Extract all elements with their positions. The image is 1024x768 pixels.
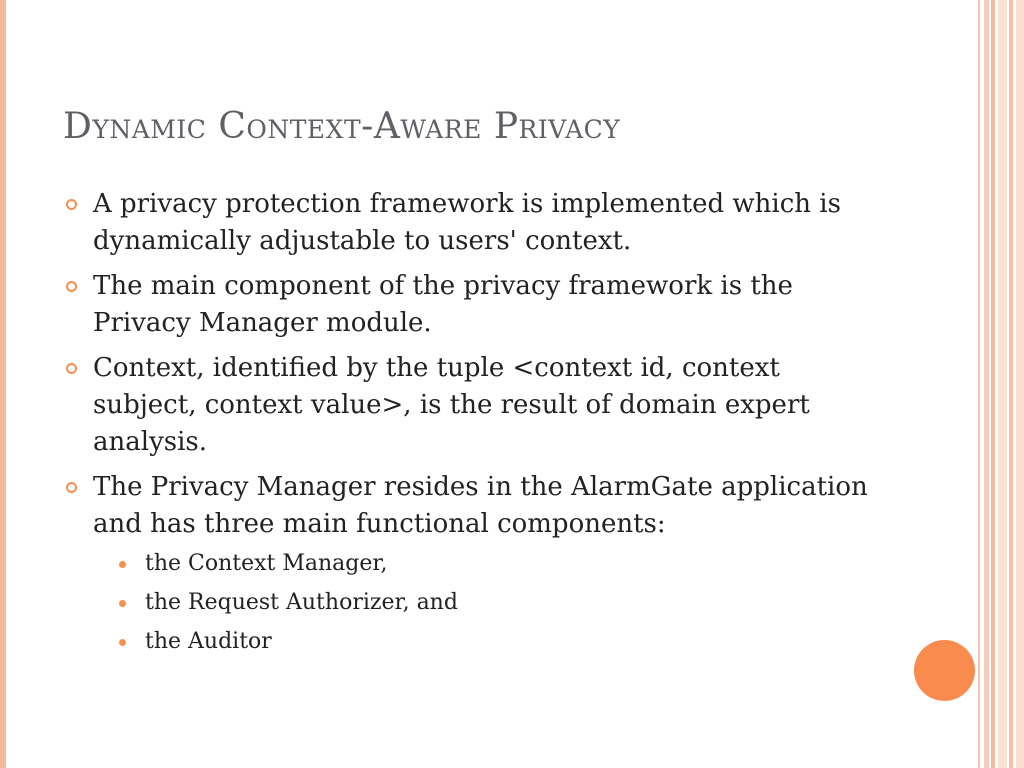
right-decorative-stripe (984, 0, 989, 768)
left-border-stripe (0, 0, 6, 768)
bullet-text: Context, identified by the tuple <context id, context subject, context value>, is the result of domain expert analysis. (93, 353, 810, 457)
right-decorative-stripe (1016, 0, 1024, 768)
bullet-text: The Privacy Manager resides in the AlarmGate application and has three main functional components: (93, 472, 868, 539)
decorative-orange-circle (914, 640, 975, 701)
sub-bullet-dot-icon (119, 600, 126, 607)
sub-bullet-dot-icon (119, 561, 126, 568)
right-decorative-stripe (991, 0, 995, 768)
bullet-item (66, 350, 886, 461)
bullet-item (66, 268, 886, 342)
right-decorative-stripe (998, 0, 1007, 768)
slide-title: Dynamic Context-Aware Privacy (63, 106, 621, 147)
sub-bullet-text: the Context Manager, (145, 551, 388, 576)
bullet-circle-icon (66, 199, 77, 210)
sub-bullet-item (119, 590, 886, 616)
sub-bullet-text: the Auditor (145, 629, 272, 654)
bullet-circle-icon (66, 363, 77, 374)
right-decorative-stripe (978, 0, 980, 768)
bullet-item (66, 186, 886, 260)
right-decorative-stripe (1009, 0, 1013, 768)
bullet-circle-icon (66, 281, 77, 292)
sub-bullet-dot-icon (119, 639, 126, 646)
bullet-text: The main component of the privacy framework is the Privacy Manager module. (93, 271, 793, 338)
bullet-list (66, 186, 886, 668)
bullet-circle-icon (66, 482, 77, 493)
sub-bullet-text: the Request Authorizer, and (145, 590, 458, 615)
sub-bullet-item (119, 629, 886, 655)
sub-bullet-list (93, 551, 886, 655)
bullet-text: A privacy protection framework is implemented which is dynamically adjustable to users' context. (93, 189, 841, 256)
bullet-item (66, 469, 886, 655)
sub-bullet-item (119, 551, 886, 577)
